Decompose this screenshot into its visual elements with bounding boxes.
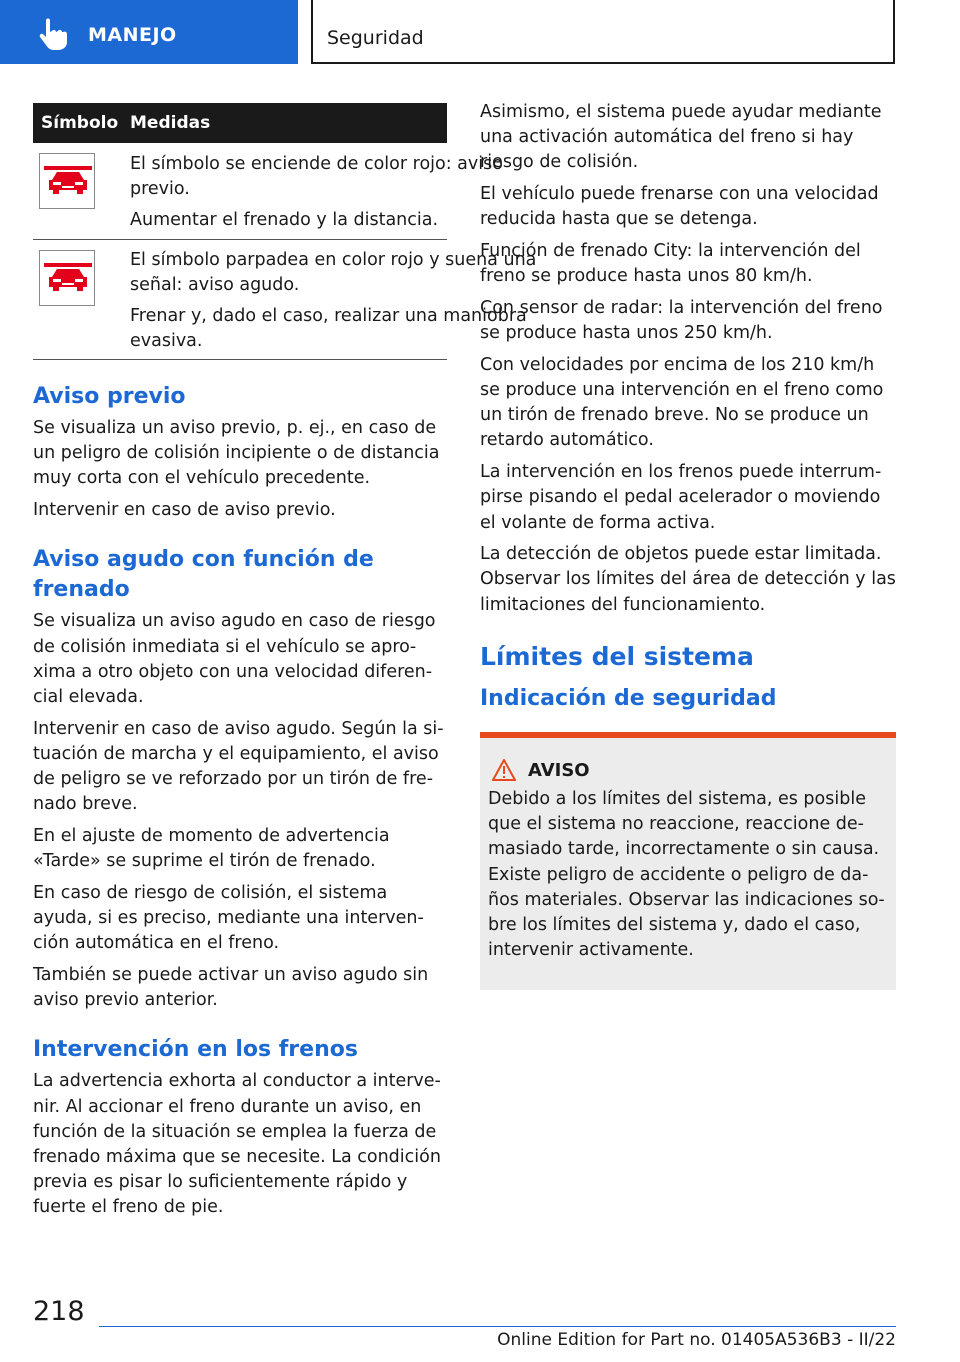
heading-indicacion: Indicación de seguridad [480, 685, 777, 711]
paragraph: En el ajuste de momento de advertencia «Tarde» se suprime el tirón de frenado. [33, 825, 390, 872]
paragraph: Función de frenado City: la intervención del freno se produce hasta unos 80 km/h. [480, 241, 861, 287]
footer-divider [99, 1326, 896, 1327]
paragraph: Con velocidades por encima de los 210 km/h se produce una intervención en el freno como un tirón de frenado breve. No se produce un retardo automático. [480, 354, 884, 451]
paragraph: Asimismo, el sistema puede ayudar mediante una activación automática del freno si hay riesgo de colisión. [480, 102, 882, 173]
row2-line2: Frenar y, dado el caso, realizar una maniobra evasiva. [130, 306, 527, 351]
left-column [33, 382, 447, 1227]
paragraph: Con sensor de radar: la intervención del freno se produce hasta unos 250 km/h. [480, 297, 883, 344]
table-row [33, 240, 537, 360]
right-column [480, 100, 896, 990]
paragraph: En caso de riesgo de colisión, el sistema ayuda, si es preciso, mediante una intervención automática en el freno. [33, 882, 424, 954]
symbol-table [33, 103, 537, 360]
chapter-header [311, 0, 895, 64]
row1-line1: El símbolo se enciende de color rojo: aviso previo. [130, 154, 503, 199]
edition-note: Online Edition for Part no. 01405A536B3 - II/22 [497, 1330, 896, 1350]
header-symbol: Símbolo [41, 113, 119, 133]
table-row [33, 143, 503, 240]
paragraph: Intervenir en caso de aviso agudo. Según la situación de marcha y el equipamiento, el aviso de peligro se ve reforzado por un tirón de frenado breve. [33, 718, 444, 815]
paragraph: Se visualiza un aviso previo, p. ej., en caso de un peligro de colisión incipiente o de distancia muy corta con el vehículo precedente. [33, 418, 440, 489]
warning-box [480, 732, 896, 990]
warning-title: AVISO [528, 759, 590, 781]
paragraph: La intervención en los frenos puede interrumpirse pisando el pedal acelerador o moviendo el volante de forma activa. [480, 462, 882, 533]
row2-line1: El símbolo parpadea en color rojo y suena una señal: aviso agudo. [130, 250, 537, 295]
warning-text: Debido a los límites del sistema, es posible que el sistema no reaccione, reaccione demasiado tarde, incorrectamente o sin causa. Existe peligro de accidente o peligro de daños materiales. Observar las indicaciones sobre los límites del sistema y, dado el caso, intervenir activamente. [488, 789, 885, 961]
car-front-red-icon [39, 153, 95, 209]
paragraph: El vehículo puede frenarse con una velocidad reducida hasta que se detenga. [480, 184, 879, 230]
paragraph: Intervenir en caso de aviso previo. [33, 500, 336, 521]
pointing-hand-icon [34, 16, 68, 52]
paragraph: Se visualiza un aviso agudo en caso de riesgo de colisión inmediata si el vehículo se aproxima a otro objeto con una velocidad diferencial elevada. [33, 611, 436, 707]
heading-aviso-previo: Aviso previo [33, 384, 186, 409]
heading-aviso-agudo: Aviso agudo con función de frenado [33, 547, 374, 603]
heading-intervencion: Intervención en los frenos [33, 1037, 358, 1063]
heading-limites: Límites del sistema [480, 641, 754, 671]
section-tab[interactable] [0, 0, 298, 64]
paragraph: La detección de objetos puede estar limitada. Observar los límites del área de detección y las limitaciones del funcionamiento. [480, 544, 896, 615]
header-measures: Medidas [130, 113, 211, 133]
row1-line2: Aumentar el frenado y la distancia. [130, 210, 439, 230]
car-front-red-blinking-icon [39, 250, 95, 306]
paragraph: La advertencia exhorta al conductor a intervenir. Al accionar el freno durante un aviso, en función de la situación se emplea la fuerza de frenado máxima que se necesite. La condición previa es pisar lo suficientemente rápido y fuerte el freno de pie. [33, 1071, 441, 1218]
section-tab-label: MANEJO [88, 24, 177, 46]
chapter-title: Seguridad [327, 27, 424, 49]
warning-triangle-icon [492, 759, 516, 781]
paragraph: También se puede activar un aviso agudo sin aviso previo anterior. [33, 964, 429, 1011]
page-number: 218 [33, 1296, 85, 1327]
